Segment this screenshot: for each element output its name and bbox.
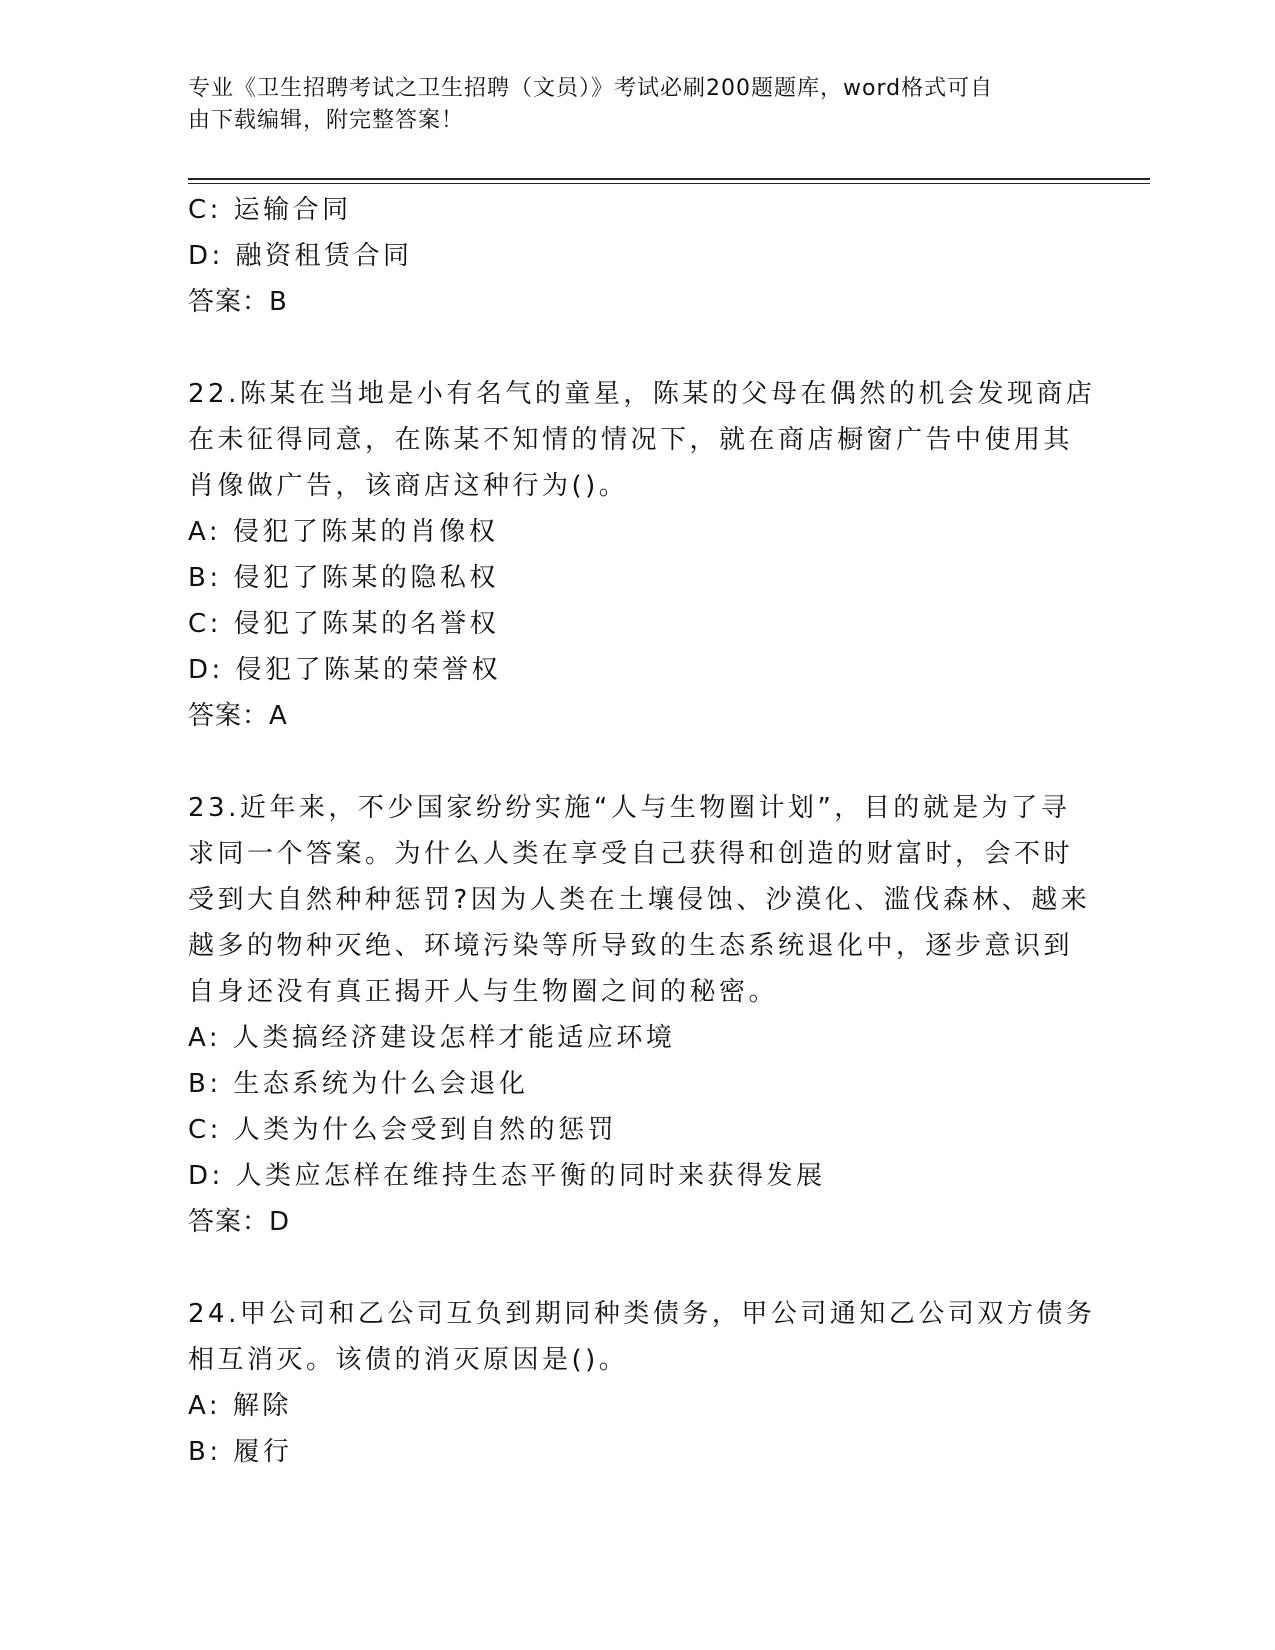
option-c: C: 侵犯了陈某的名誉权	[188, 609, 500, 639]
stem-line: 22.陈某在当地是小有名气的童星，陈某的父母在偶然的机会发现商店	[188, 379, 1096, 409]
stem-line: 相互消灭。该债的消灭原因是()。	[188, 1345, 629, 1375]
stem-line: 在未征得同意，在陈某不知情的情况下，就在商店橱窗广告中使用其	[188, 425, 1074, 455]
answer-line: 答案：B	[188, 287, 288, 317]
option-a: A: 人类搞经济建设怎样才能适应环境	[188, 1023, 676, 1053]
stem-line: 越多的物种灭绝、环境污染等所导致的生态系统退化中，逐步意识到	[188, 931, 1074, 961]
stem-line: 24.甲公司和乙公司互负到期同种类债务，甲公司通知乙公司双方债务	[188, 1299, 1096, 1329]
stem-line: 肖像做广告，该商店这种行为()。	[188, 471, 629, 501]
stem-line: 受到大自然种种惩罚?因为人类在土壤侵蚀、沙漠化、滥伐森林、越来	[188, 885, 1091, 915]
header-divider-thin	[188, 183, 1150, 184]
document-header	[188, 73, 1068, 137]
option-d: D: 人类应怎样在维持生态平衡的同时来获得发展	[188, 1161, 826, 1191]
document-body	[188, 187, 1096, 1475]
header-line: 由下载编辑，附完整答案！	[188, 108, 465, 133]
question-22	[188, 371, 1096, 739]
option-b: B: 履行	[188, 1437, 293, 1467]
option-b: B: 生态系统为什么会退化	[188, 1069, 529, 1099]
stem-line: 自身还没有真正揭开人与生物圈之间的秘密。	[188, 977, 779, 1007]
option-a: A: 解除	[188, 1391, 292, 1421]
stem-line: 23.近年来，不少国家纷纷实施“人与生物圈计划”，目的就是为了寻	[188, 793, 1071, 823]
option-d: D: 融资租赁合同	[188, 241, 413, 271]
question-stem	[188, 1291, 1096, 1383]
header-divider	[188, 178, 1150, 180]
question-24	[188, 1291, 1096, 1475]
question-continued	[188, 187, 1088, 325]
option-b: B: 侵犯了陈某的隐私权	[188, 563, 499, 593]
option-c: C: 运输合同	[188, 195, 352, 225]
answer-line: 答案：A	[188, 701, 288, 731]
option-d: D: 侵犯了陈某的荣誉权	[188, 655, 502, 685]
option-c: C: 人类为什么会受到自然的惩罚	[188, 1115, 618, 1145]
answer-line: 答案：D	[188, 1207, 291, 1237]
stem-line: 求同一个答案。为什么人类在享受自己获得和创造的财富时，会不时	[188, 839, 1074, 869]
option-a: A: 侵犯了陈某的肖像权	[188, 517, 499, 547]
question-stem	[188, 785, 1091, 1015]
header-line: 专业《卫生招聘考试之卫生招聘（文员）》考试必刷200题题库，word格式可自	[188, 76, 994, 101]
question-stem	[188, 371, 1096, 509]
question-23	[188, 785, 1091, 1245]
